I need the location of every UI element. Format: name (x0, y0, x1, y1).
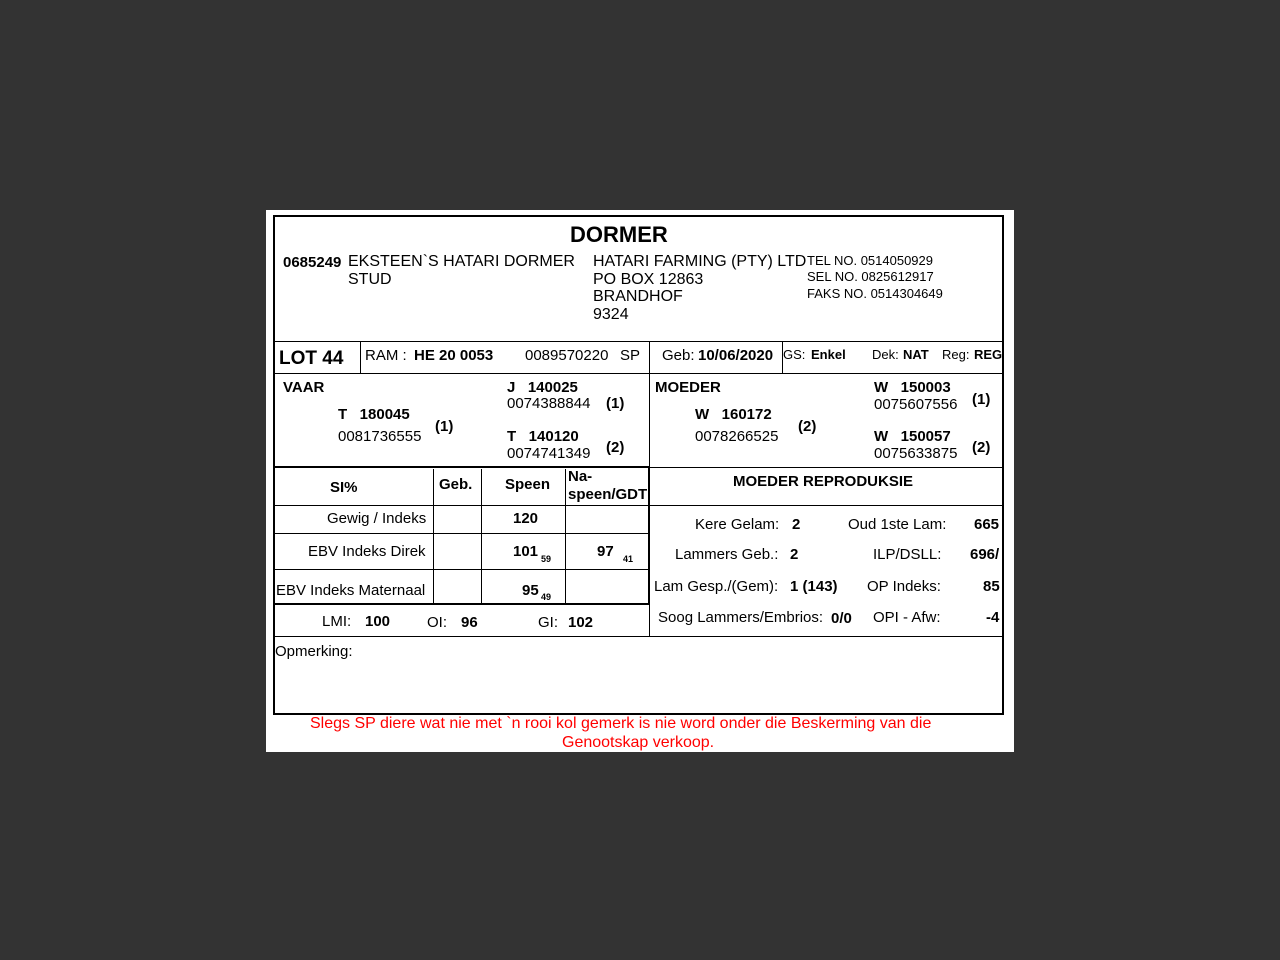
sire-label: VAAR (283, 379, 325, 396)
birth-label: Geb: (662, 347, 695, 364)
row-label-weight: Gewig / Indeks (327, 510, 427, 527)
weight-weaning-value: 120 (513, 510, 539, 527)
si-header: SI% (330, 479, 358, 496)
row-label-ebv-direct: EBV Indeks Direk (308, 543, 426, 560)
repro-title: MOEDER REPRODUKSIE (733, 473, 914, 490)
dek-value: NAT (903, 347, 929, 362)
sire-index: (1) (435, 418, 454, 435)
ram-id: HE 20 0053 (414, 347, 494, 364)
breeder-tel: TEL NO. 0514050929 (807, 253, 933, 268)
breeder-name-line1: EKSTEEN`S HATARI DORMER (348, 253, 575, 270)
sire-dam-number: 0074741349 (507, 445, 591, 462)
sire-dam-index: (2) (606, 439, 625, 456)
sire-dam-id: T 140120 (507, 428, 579, 445)
sire-id: T 180045 (338, 406, 410, 423)
lot-number: LOT 44 (279, 348, 344, 369)
sire-sire-index: (1) (606, 395, 625, 412)
breeder-faks: FAKS NO. 0514304649 (807, 286, 943, 301)
divider (565, 469, 566, 603)
divider (649, 604, 650, 636)
dam-index: (2) (798, 418, 817, 435)
breeder-number: 0685249 (283, 254, 342, 271)
lammers-label: Lammers Geb.: (675, 546, 779, 563)
divider (649, 341, 650, 373)
ebv-direct-postweaning-value: 97 (597, 543, 614, 560)
row-label-ebv-maternal: EBV Indeks Maternaal (276, 582, 426, 599)
birth-date: 10/06/2020 (698, 347, 774, 364)
divider (481, 469, 482, 603)
breeder-company: HATARI FARMING (PTY) LTD (593, 253, 807, 270)
opi-value: -4 (986, 609, 1000, 626)
dam-sire-index: (1) (972, 391, 991, 408)
ebv-maternal-weaning-accuracy: 49 (541, 592, 552, 602)
breeder-postcode: 9324 (593, 306, 629, 323)
op-value: 85 (983, 578, 1000, 595)
sire-sire-number: 0074388844 (507, 395, 591, 412)
oud-value: 665 (974, 516, 1000, 533)
dam-dam-number: 0075633875 (874, 445, 958, 462)
footer-note-line2: Genootskap verkoop. (562, 734, 715, 751)
divider (275, 533, 649, 534)
ebv-direct-weaning-value: 101 (513, 543, 539, 560)
ilp-label: ILP/DSLL: (873, 546, 942, 563)
breeder-address1: PO BOX 12863 (593, 271, 704, 288)
opi-label: OPI - Afw: (873, 609, 941, 626)
si-table-top (275, 466, 650, 468)
post-weaning-header-1: Na- (568, 468, 593, 485)
soog-label: Soog Lammers/Embrios: (658, 609, 824, 626)
ebv-direct-postweaning-accuracy: 41 (623, 554, 634, 564)
divider (275, 636, 1004, 637)
dam-dam-id: W 150057 (874, 428, 951, 445)
post-weaning-header-2: speen/GDT (568, 486, 648, 503)
soog-value: 0/0 (831, 610, 852, 627)
gs-value: Enkel (811, 347, 846, 362)
gs-label: GS: (783, 347, 806, 362)
sire-number: 0081736555 (338, 428, 422, 445)
breeder-name-line2: STUD (348, 271, 392, 288)
gesp-label: Lam Gesp./(Gem): (654, 578, 779, 595)
divider (649, 373, 650, 467)
reg-label: Reg: (942, 347, 970, 362)
footer-note-line1: Slegs SP diere wat nie met `n rooi kol gemerk is nie word onder die Beskerming van die (310, 715, 932, 732)
si-table-bottom (275, 603, 650, 605)
si-table-right (648, 467, 650, 604)
divider (275, 341, 1004, 342)
dam-label: MOEDER (655, 379, 721, 396)
dek-label: Dek: (872, 347, 899, 362)
ebv-direct-weaning-accuracy: 59 (541, 554, 552, 564)
reg-value: REG (974, 347, 1003, 362)
lmi-label: LMI: (322, 613, 352, 630)
kere-value: 2 (792, 516, 801, 533)
sire-sire-id: J 140025 (507, 379, 578, 396)
remarks-label: Opmerking: (275, 643, 353, 660)
oi-label: OI: (427, 614, 448, 631)
divider (275, 505, 1004, 506)
oud-label: Oud 1ste Lam: (848, 516, 947, 533)
dam-id: W 160172 (695, 406, 772, 423)
breeder-sel: SEL NO. 0825612917 (807, 269, 934, 284)
kere-label: Kere Gelam: (695, 516, 780, 533)
birth-header: Geb. (439, 476, 473, 493)
ram-reg-no: 0089570220 (525, 347, 609, 364)
lmi-value: 100 (365, 613, 391, 630)
divider (360, 341, 361, 373)
lammers-value: 2 (790, 546, 799, 563)
dam-sire-number: 0075607556 (874, 396, 958, 413)
breed-title: DORMER (570, 222, 668, 247)
weaning-header: Speen (505, 476, 551, 493)
ilp-value: 696/ (970, 546, 1000, 563)
gi-label: GI: (538, 614, 559, 631)
ram-label: RAM : (365, 347, 407, 364)
dam-number: 0078266525 (695, 428, 779, 445)
dam-sire-id: W 150003 (874, 379, 951, 396)
divider (433, 469, 434, 603)
ram-grade: SP (620, 347, 641, 364)
oi-value: 96 (461, 614, 478, 631)
gi-value: 102 (568, 614, 594, 631)
op-label: OP Indeks: (867, 578, 941, 595)
breeder-address2: BRANDHOF (593, 288, 683, 305)
divider (275, 569, 649, 570)
gesp-value: 1 (143) (790, 578, 838, 595)
ebv-maternal-weaning-value: 95 (522, 582, 539, 599)
dam-dam-index: (2) (972, 439, 991, 456)
divider (275, 373, 1004, 374)
